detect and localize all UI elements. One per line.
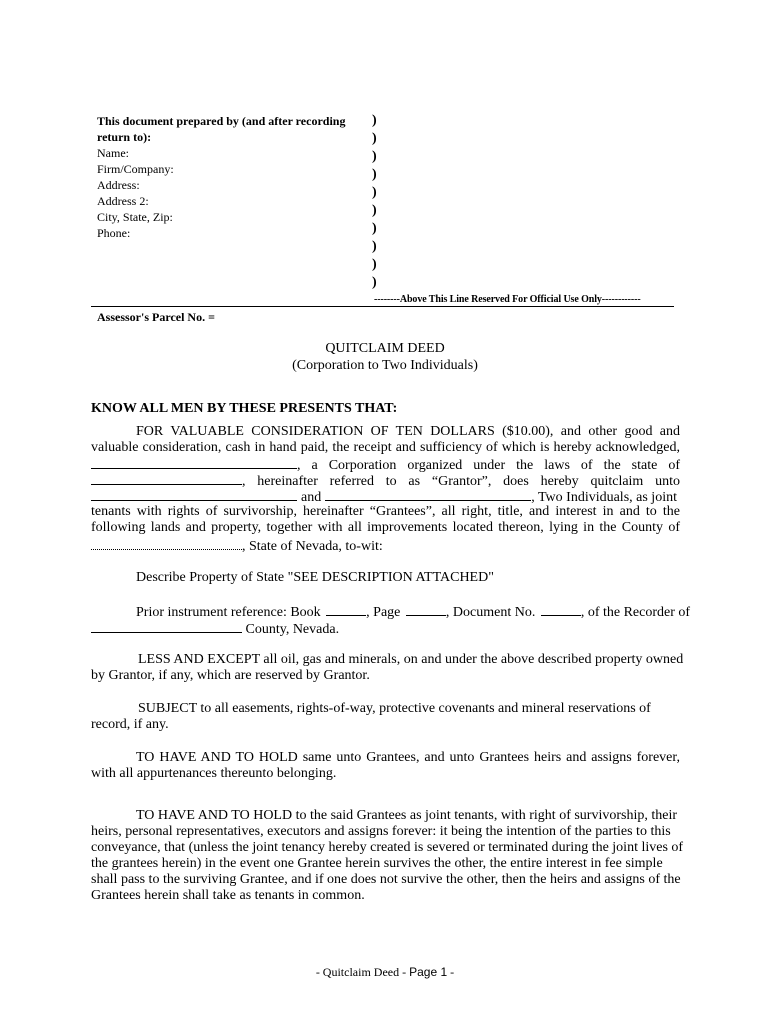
describe-property: Describe Property of State "SEE DESCRIPTION ATTACHED": [136, 570, 494, 585]
consideration-line-2: [91, 440, 680, 456]
bracket-paren: ): [372, 131, 377, 146]
preparer-heading-line1: This document prepared by (and after recording: [97, 114, 346, 128]
consideration-text: , Two Individuals, as joint: [531, 490, 677, 505]
habendum1-line-1: [136, 750, 680, 766]
grantor-name-blank[interactable]: [91, 456, 297, 469]
prior-text: County, Nevada.: [245, 622, 340, 637]
consideration-line-7: [91, 520, 680, 536]
official-use-reserved-line: --------Above This Line Reserved For Official Use Only------------: [374, 294, 641, 305]
bracket-paren: ): [372, 113, 377, 128]
less-except-line-2: by Grantor, if any, which are reserved by Grantor.: [91, 668, 370, 683]
assessors-parcel-label: Assessor's Parcel No. =: [97, 310, 215, 324]
page-blank[interactable]: [406, 603, 446, 616]
bracket-paren: ): [372, 221, 377, 236]
prior-instrument-line-2: [91, 620, 680, 638]
grantee-2-blank[interactable]: [325, 488, 531, 501]
consideration-text: , State of Nevada, to-wit:: [242, 539, 383, 554]
preparer-city-state-zip-label: City, State, Zip:: [97, 210, 173, 224]
book-blank[interactable]: [326, 603, 366, 616]
recorder-county-blank[interactable]: [91, 620, 242, 633]
less-except-line-1: [138, 652, 684, 668]
preparer-heading-line2: return to):: [97, 130, 152, 144]
grantee-1-blank[interactable]: [91, 488, 297, 501]
preparer-firm-label: Firm/Company:: [97, 162, 174, 176]
prior-text: , Document No.: [445, 605, 536, 620]
preparer-name-label: Name:: [97, 146, 129, 160]
habendum2-line-4: the grantees herein) in the event one Grantee herein survives the other, the entire interest in fee simple: [91, 856, 663, 871]
preparer-phone-label: Phone:: [97, 226, 131, 240]
and-text: and: [301, 490, 322, 505]
grantor-state-blank[interactable]: [91, 472, 242, 485]
less-except-text: LESS AND EXCEPT all oil, gas and minerals, on and under the above described property owned: [138, 652, 684, 667]
bracket-paren: ): [372, 185, 377, 200]
prior-instrument-line-1: [136, 603, 691, 621]
habendum1-line-2: with all appurtenances thereunto belonging.: [91, 766, 337, 781]
bracket-paren: ): [372, 239, 377, 254]
habendum2-line-5: shall pass to the surviving Grantee, and if one does not survive the other, then the heirs and assigns of the: [91, 872, 681, 887]
habendum2-line-3: conveyance, that (unless the joint tenancy hereby created is severed or terminated during the joint lives of: [91, 840, 684, 855]
document-no-blank[interactable]: [541, 603, 581, 616]
prior-text: , of the Recorder of: [580, 605, 691, 620]
prior-text: , Page: [366, 605, 401, 620]
bracket-paren: ): [372, 203, 377, 218]
bracket-paren: ): [372, 149, 377, 164]
preparer-address-label: Address:: [97, 178, 140, 192]
consideration-text: following lands and property, together with all improvements located thereon, lying in the County of: [91, 520, 680, 535]
consideration-text: , a Corporation organized under the laws of the state of: [297, 458, 680, 473]
habendum2-line-2: heirs, personal representatives, executors and assigns forever: it being the intention of the parties to this: [91, 824, 671, 839]
habendum2-line-1: TO HAVE AND TO HOLD to the said Grantees as joint tenants, with right of survivorship, their: [136, 808, 678, 823]
consideration-line-8: [91, 537, 680, 555]
consideration-text: tenants with rights of survivorship, hereinafter “Grantees”, all right, title, and interest in and to the: [91, 504, 680, 519]
subject-line-2: record, if any.: [91, 717, 169, 732]
consideration-line-1: [136, 424, 680, 440]
consideration-text: , hereinafter referred to as “Grantor”, does hereby quitclaim unto: [242, 474, 680, 489]
consideration-line-6: [91, 504, 680, 520]
bracket-paren: ): [372, 167, 377, 182]
bracket-paren: ): [372, 275, 377, 290]
know-all-heading: KNOW ALL MEN BY THESE PRESENTS THAT:: [91, 401, 398, 416]
consideration-text: FOR VALUABLE CONSIDERATION OF TEN DOLLARS ($10.00), and other good and: [136, 424, 680, 439]
county-blank[interactable]: [91, 537, 242, 550]
consideration-text: valuable consideration, cash in hand paid, the receipt and sufficiency of which is hereby acknowledged,: [91, 440, 680, 455]
subject-line-1: SUBJECT to all easements, rights-of-way, protective covenants and mineral reservations of: [138, 701, 651, 716]
page-footer: [0, 965, 770, 980]
habendum1-text: TO HAVE AND TO HOLD same unto Grantees, and unto Grantees heirs and assigns forever,: [136, 750, 680, 765]
habendum2-line-6: Grantees herein shall take as tenants in common.: [91, 888, 365, 903]
deed-title: QUITCLAIM DEED: [325, 341, 445, 356]
preparer-address2-label: Address 2:: [97, 194, 149, 208]
deed-subtitle: (Corporation to Two Individuals): [292, 358, 478, 373]
footer-dash: -: [450, 965, 455, 979]
official-use-divider: [91, 306, 674, 307]
bracket-paren: ): [372, 257, 377, 272]
footer-doc-label: - Quitclaim Deed -: [315, 965, 407, 979]
footer-page-number: Page 1: [409, 965, 448, 979]
prior-text: Prior instrument reference: Book: [136, 605, 321, 620]
